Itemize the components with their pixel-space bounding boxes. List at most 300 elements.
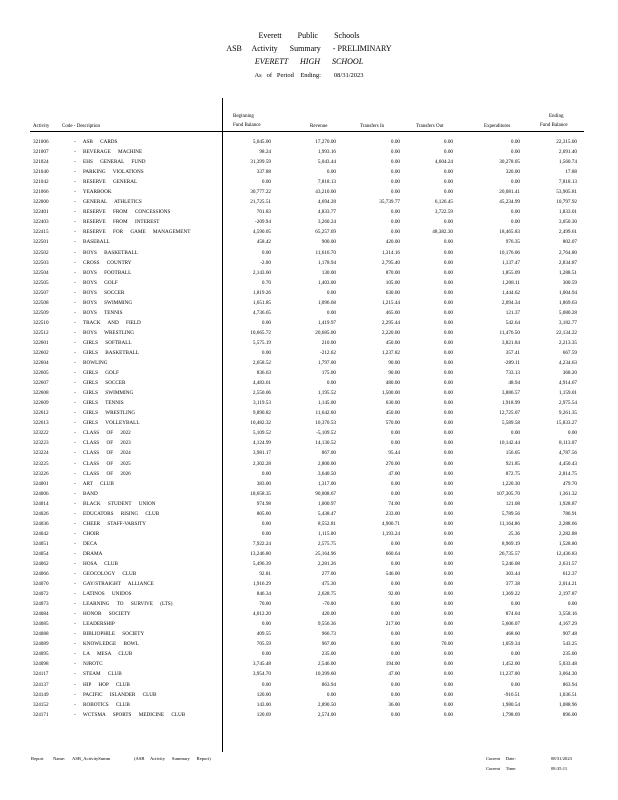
transfers-in: 420.00 <box>385 239 400 246</box>
revenue: 9,556.36 <box>317 621 336 628</box>
activity-description: - RESERVE FROM INTEREST <box>74 219 160 226</box>
revenue: 175.00 <box>321 370 336 377</box>
transfers-in: 194.00 <box>385 661 400 668</box>
transfers-out: 0.00 <box>443 139 453 145</box>
ending-balance: 5,080.28 <box>558 309 577 316</box>
beginning-balance: 7,922.24 <box>252 540 271 547</box>
expenditures: 377.38 <box>505 581 520 588</box>
transfers-out: 0.00 <box>443 319 453 326</box>
activity-description: - GIRLS GOLF <box>74 370 119 377</box>
activity-description: - HONOR SOCIETY <box>74 611 131 618</box>
ending-balance: 907.48 <box>562 631 577 638</box>
footer-time-value: 08:35:11 <box>551 766 568 771</box>
activity-code: 324026 <box>33 510 49 517</box>
activity-description: - HOSA CLUB <box>74 560 118 567</box>
revenue: 1,096.68 <box>317 299 336 306</box>
school-name: EVERETT HIGH SCHOOL <box>254 57 364 66</box>
transfers-in: 630.00 <box>385 289 400 296</box>
activity-description: - KNOWLEDGE BOWL <box>74 641 139 648</box>
expenditures: 1,220.30 <box>501 480 520 487</box>
transfers-in: 0.00 <box>390 540 400 547</box>
transfers-in: 4,900.71 <box>381 520 400 527</box>
ending-balance: 300.59 <box>562 279 577 286</box>
table-row <box>0 579 618 589</box>
report-title: ASB Activity Summary - PRELIMINARY <box>226 44 392 53</box>
ending-balance: 8,113.07 <box>559 440 577 447</box>
ending-balance: 0.00 <box>567 601 577 608</box>
activity-description: - BOYS FOOTBALL <box>74 269 132 276</box>
transfers-out: 0.00 <box>443 179 453 186</box>
revenue: 1,403.00 <box>317 279 336 286</box>
expenditures: 156.05 <box>505 450 520 457</box>
revenue: 17,270.00 <box>315 139 336 145</box>
activity-code: 322401 <box>33 209 49 216</box>
activity-description: - CLASS OF 2022 <box>74 430 131 437</box>
activity-code: 324088 <box>33 631 49 638</box>
activity-description: - NJROTC <box>74 661 103 668</box>
transfers-out: 0.00 <box>443 279 453 286</box>
beginning-balance: 337.88 <box>256 169 271 176</box>
ending-balance: 3,064.30 <box>558 671 577 678</box>
table-row <box>0 217 618 227</box>
expenditures: 976.35 <box>505 239 520 246</box>
transfers-out: 0.00 <box>443 601 453 608</box>
activity-code: 323225 <box>33 460 49 467</box>
beginning-balance: 0.00 <box>261 470 271 477</box>
activity-description: - LEADERSHIP <box>74 621 115 628</box>
transfers-in: 0.00 <box>390 711 400 718</box>
expenditures: 5,246.08 <box>501 560 520 567</box>
ending-balance: 22,134.22 <box>556 329 577 336</box>
ending-balance: 4,167.29 <box>558 621 577 628</box>
ending-balance: 2,631.57 <box>558 560 577 567</box>
table-row <box>0 690 618 700</box>
transfers-in: 0.00 <box>390 560 400 567</box>
activity-description: - PACIFIC ISLANDER CLUB <box>74 691 157 698</box>
table-row <box>0 237 618 247</box>
expenditures: 1,855.09 <box>501 269 520 276</box>
table-row <box>0 459 618 469</box>
beginning-balance: 0.00 <box>261 651 271 658</box>
transfers-in: 450.00 <box>385 410 400 417</box>
revenue: 1,195.52 <box>317 390 336 397</box>
table-row <box>0 408 618 418</box>
transfers-in: 480.00 <box>385 380 400 387</box>
expenditures: 542.64 <box>505 319 520 326</box>
transfers-out: 0.00 <box>443 390 453 397</box>
activity-code: 322508 <box>33 299 49 306</box>
activity-description: - CHEER STAFF-VARSITY <box>74 520 147 527</box>
activity-description: - BASEBALL <box>74 239 110 246</box>
ending-balance: 368.20 <box>562 370 577 377</box>
revenue: 20,685.00 <box>315 329 336 336</box>
activity-description: - YEARBOOK <box>74 189 112 196</box>
activity-description: - WCTSMA SPORTS MEDICINE CLUB <box>74 711 186 718</box>
transfers-in: 90.00 <box>388 370 400 377</box>
activity-code: 322501 <box>33 239 49 246</box>
ending-balance: 612.37 <box>562 571 577 578</box>
beginning-balance: 0.00 <box>261 520 271 527</box>
expenditures: 10,176.06 <box>499 249 520 256</box>
transfers-out: 0.00 <box>443 309 453 316</box>
expenditures: -289.11 <box>504 360 520 367</box>
activity-description: - LATINOS UNIDOS <box>74 591 132 598</box>
table-row <box>0 167 618 177</box>
beginning-balance: 409.55 <box>256 631 271 638</box>
transfers-in: 2,295.44 <box>381 319 400 326</box>
expenditures: 26,735.57 <box>499 550 520 557</box>
activity-code: 324001 <box>33 480 49 487</box>
revenue: 43,210.00 <box>315 189 336 196</box>
beginning-balance: 3,981.17 <box>252 450 271 457</box>
activity-description: - CLASS OF 2026 <box>74 470 131 477</box>
table-row <box>0 589 618 599</box>
transfers-out: 0.00 <box>443 621 453 628</box>
col-beginning-top: Beginning <box>233 114 254 119</box>
ending-balance: 0.00 <box>567 430 577 437</box>
beginning-balance: 974.98 <box>256 500 271 507</box>
activity-code: 323224 <box>33 450 49 457</box>
ending-balance: 4,787.56 <box>558 450 577 457</box>
activity-code: 322502 <box>33 249 49 256</box>
ending-balance: 479.70 <box>562 480 577 487</box>
table-row <box>0 569 618 579</box>
revenue: 10,370.53 <box>315 420 336 427</box>
footer-report-label: Report <box>31 756 44 761</box>
expenditures: 303.44 <box>505 571 520 578</box>
activity-code: 324089 <box>33 641 49 648</box>
expenditures: 0.00 <box>510 681 520 688</box>
beginning-balance: 143.00 <box>256 701 271 708</box>
activity-code: 321007 <box>33 149 49 156</box>
beginning-balance: 0.00 <box>261 179 271 186</box>
table-row <box>0 268 618 278</box>
transfers-out: 0.00 <box>443 510 453 517</box>
activity-description: - GIRLS BASKETBALL <box>74 349 140 356</box>
activity-description: - LEARNING TO SURVIVE (LTS) <box>74 601 173 608</box>
activity-description: - BOYS SWIMMING <box>74 299 133 306</box>
ending-balance: 2,814.75 <box>558 470 577 477</box>
expenditures: 8,969.19 <box>501 540 520 547</box>
ending-balance: 1,833.01 <box>558 209 577 216</box>
revenue: 2,890.50 <box>317 701 336 708</box>
activity-code: 322607 <box>33 380 49 387</box>
ending-balance: 1,036.51 <box>558 691 577 698</box>
transfers-out: 0.00 <box>443 550 453 557</box>
expenditures: 0.00 <box>510 149 520 156</box>
activity-description: - ROBOTICS CLUB <box>74 701 130 708</box>
ending-balance: 863.94 <box>562 681 577 688</box>
revenue: 90,008.67 <box>315 490 336 497</box>
table-row <box>0 438 618 448</box>
activity-code: 324062 <box>33 560 49 567</box>
transfers-in: 0.00 <box>390 691 400 698</box>
transfers-in: 0.00 <box>390 189 400 196</box>
revenue: 25,164.96 <box>315 550 336 557</box>
transfers-out: 0.00 <box>443 701 453 708</box>
activity-description: - GEOCOLOGY CLUB <box>74 571 137 578</box>
transfers-in: 2,795.40 <box>381 259 400 266</box>
expenditures: 874.04 <box>505 611 520 618</box>
table-row <box>0 137 618 147</box>
table-row <box>0 509 618 519</box>
table-row <box>0 680 618 690</box>
activity-code: 324006 <box>33 490 49 497</box>
activity-code: 324054 <box>33 550 49 557</box>
revenue: 420.00 <box>321 611 336 618</box>
activity-description: - CHOIR <box>74 530 100 537</box>
activity-code: 322608 <box>33 390 49 397</box>
table-row <box>0 318 618 328</box>
ending-balance: 22,315.00 <box>556 139 577 145</box>
revenue: 900.00 <box>321 239 336 246</box>
footer-date-label: Current Date: <box>486 756 516 761</box>
beginning-balance: 4,736.65 <box>252 309 271 316</box>
table-row <box>0 147 618 157</box>
activity-code: 324085 <box>33 621 49 628</box>
table-row <box>0 619 618 629</box>
transfers-out: 0.00 <box>443 591 453 598</box>
transfers-out: 0.00 <box>443 530 453 537</box>
activity-description: - GIRLS SWIMMING <box>74 390 134 397</box>
beginning-balance: 701.83 <box>256 209 271 216</box>
transfers-in: 217.00 <box>385 621 400 628</box>
expenditures: 121.37 <box>505 309 520 316</box>
transfers-out: 0.00 <box>443 440 453 447</box>
revenue: 967.00 <box>321 641 336 648</box>
activity-code: 323226 <box>33 470 49 477</box>
activity-description: - CLASS OF 2023 <box>74 440 131 447</box>
ending-balance: 2,091.40 <box>558 149 577 156</box>
table-row <box>0 308 618 318</box>
activity-code: 322510 <box>33 319 49 326</box>
transfers-in: 0.00 <box>390 651 400 658</box>
expenditures: 1,369.22 <box>501 591 520 598</box>
activity-description: - GENERAL ATHLETICS <box>74 199 142 206</box>
table-row <box>0 338 618 348</box>
transfers-in: 0.00 <box>390 490 400 497</box>
activity-description: - GIRLS WRESTLING <box>74 410 136 417</box>
beginning-balance: -2.00 <box>260 259 271 266</box>
footer-name-value: ASB_ActivitySumm <box>72 756 111 761</box>
table-row <box>0 258 618 268</box>
revenue: 14,130.52 <box>315 440 336 447</box>
transfers-out: 0.00 <box>443 360 453 367</box>
activity-description: - BOYS SOCCER <box>74 289 125 296</box>
transfers-out: 0.00 <box>443 661 453 668</box>
expenditures: 5,789.56 <box>501 510 520 517</box>
transfers-out: 0.00 <box>443 339 453 346</box>
activity-code: 322604 <box>33 360 49 367</box>
transfers-in: 0.00 <box>390 159 400 166</box>
revenue: 11,616.70 <box>315 249 336 256</box>
activity-description: - BIBLIOPHILE SOCIETY <box>74 631 145 638</box>
activity-description: - ASB CARDS <box>74 139 118 145</box>
revenue: 8,552.81 <box>317 520 336 527</box>
table-row <box>0 177 618 187</box>
ending-balance: 3,182.77 <box>558 319 577 326</box>
expenditures: 12,725.07 <box>499 410 520 417</box>
activity-description: - BOYS BASKETBALL <box>74 249 138 256</box>
expenditures: 11,237.00 <box>499 671 520 678</box>
transfers-out: 0.00 <box>443 681 453 688</box>
table-row <box>0 539 618 549</box>
activity-code: 322505 <box>33 279 49 286</box>
activity-description: - BOYS TENNIS <box>74 309 123 316</box>
activity-code: 324014 <box>33 500 49 507</box>
transfers-in: 0.00 <box>390 480 400 487</box>
beginning-balance: 846.34 <box>256 591 271 598</box>
expenditures: 733.13 <box>505 370 520 377</box>
ending-balance: 786.91 <box>562 510 577 517</box>
beginning-balance: 4,590.05 <box>252 229 271 236</box>
activity-code: 321066 <box>33 189 49 196</box>
table-row <box>0 388 618 398</box>
expenditures: 121.08 <box>505 500 520 507</box>
table-row <box>0 428 618 438</box>
transfers-out: 0.00 <box>443 189 453 196</box>
ending-balance: 1,869.63 <box>558 299 577 306</box>
revenue: 3,640.50 <box>317 470 336 477</box>
revenue: 2,800.00 <box>317 460 336 467</box>
table-row <box>0 609 618 619</box>
transfers-in: 450.00 <box>385 339 400 346</box>
transfers-out: 6,126.45 <box>434 199 453 206</box>
col-revenue: Revenue <box>310 124 328 129</box>
beginning-balance: 21,725.51 <box>250 199 271 206</box>
activity-code: 324171 <box>33 711 49 718</box>
activity-code: 324149 <box>33 691 49 698</box>
transfers-in: 0.00 <box>390 440 400 447</box>
activity-description: - GIRLS SOFTBALL <box>74 339 132 346</box>
beginning-balance: 30,777.22 <box>250 189 271 196</box>
beginning-balance: 10,665.72 <box>250 329 271 336</box>
transfers-out: 0.00 <box>443 490 453 497</box>
activity-description: - GIRLS TENNIS <box>74 400 124 407</box>
ending-balance: 7,818.13 <box>558 179 577 186</box>
revenue: 0.00 <box>326 289 336 296</box>
activity-code: 324137 <box>33 681 49 688</box>
beginning-balance: 3,954.70 <box>252 671 271 678</box>
transfers-in: 35,739.77 <box>379 199 400 206</box>
footer-report-paren: (ASB Activity Summary Report) <box>134 756 211 761</box>
beginning-balance: 2,550.06 <box>252 390 271 397</box>
transfers-in: 630.00 <box>385 400 400 407</box>
activity-code: 322612 <box>33 410 49 417</box>
beginning-balance: 2,302.28 <box>252 460 271 467</box>
table-row <box>0 669 618 679</box>
ending-balance: 10,797.92 <box>556 199 577 206</box>
ending-balance: 2,834.87 <box>558 259 577 266</box>
revenue: 11,642.60 <box>315 410 336 417</box>
expenditures: 0.00 <box>510 179 520 186</box>
revenue: 0.00 <box>326 169 336 176</box>
ending-balance: 2,499.61 <box>558 229 577 236</box>
table-row <box>0 248 618 258</box>
ending-balance: 3,558.16 <box>558 611 577 618</box>
transfers-in: 0.00 <box>390 209 400 216</box>
ending-balance: 17.88 <box>565 169 577 176</box>
transfers-in: 0.00 <box>390 179 400 186</box>
ending-balance: 2,975.54 <box>558 400 577 407</box>
col-ending-top: Ending <box>549 114 564 119</box>
beginning-balance: 5,496.39 <box>252 560 271 567</box>
activity-description: - BOYS GOLF <box>74 279 118 286</box>
ending-balance: 802.07 <box>562 239 577 246</box>
revenue: 0.00 <box>326 691 336 698</box>
revenue: 475.30 <box>321 581 336 588</box>
activity-description: - CLASS OF 2025 <box>74 460 131 467</box>
ending-balance: 4,450.43 <box>558 460 577 467</box>
activity-description: - STEAM CLUB <box>74 671 122 678</box>
revenue: 863.94 <box>321 681 336 688</box>
beginning-balance: 18,658.35 <box>250 490 271 497</box>
table-row <box>0 288 618 298</box>
transfers-in: 0.00 <box>390 139 400 145</box>
activity-description: - EDUCATORS RISING CLUB <box>74 510 160 517</box>
beginning-balance: 0.00 <box>261 621 271 628</box>
expenditures: 0.00 <box>510 651 520 658</box>
activity-code: 322504 <box>33 269 49 276</box>
expenditures: 921.85 <box>505 460 520 467</box>
activity-description: - GIRLS VOLLEYBALL <box>74 420 140 427</box>
expenditures: 468.60 <box>505 631 520 638</box>
transfers-in: 870.00 <box>385 269 400 276</box>
expenditures: 5,606.07 <box>501 621 520 628</box>
beginning-balance: 5,045.00 <box>252 139 271 145</box>
activity-code: 321040 <box>33 169 49 176</box>
table-row <box>0 157 618 167</box>
table-row <box>0 227 618 237</box>
ending-balance: 1,088.96 <box>558 701 577 708</box>
activity-code: 321006 <box>33 139 49 145</box>
beginning-balance: 13,246.80 <box>250 550 271 557</box>
transfers-in: 0.00 <box>390 611 400 618</box>
activity-description: - BEVERAGE MACHINE <box>74 149 143 156</box>
transfers-out: 0.00 <box>443 651 453 658</box>
table-row <box>0 368 618 378</box>
transfers-in: 74.00 <box>388 500 400 507</box>
transfers-in: 92.00 <box>388 591 400 598</box>
transfers-in: 660.64 <box>385 550 400 557</box>
activity-code: 321024 <box>33 159 49 166</box>
activity-description: - GAY/STRAIGHT ALLIANCE <box>74 581 154 588</box>
table-row <box>0 710 618 720</box>
revenue: 1,115.00 <box>318 530 336 537</box>
beginning-balance: 0.00 <box>261 349 271 356</box>
transfers-out: 0.00 <box>443 500 453 507</box>
revenue: 210.00 <box>321 339 336 346</box>
ending-balance: 1,560.74 <box>558 159 577 166</box>
beginning-balance: 383.00 <box>256 480 271 487</box>
table-row <box>0 207 618 217</box>
transfers-out: 0.00 <box>443 149 453 156</box>
activity-description: - EHS GENERAL FUND <box>74 159 146 166</box>
col-beginning-bottom: Fund Balance <box>233 123 261 128</box>
ending-balance: 5,033.48 <box>558 661 577 668</box>
beginning-balance: 98.24 <box>259 149 271 156</box>
activity-code: 324072 <box>33 591 49 598</box>
footer-name-label: Name: <box>53 756 66 761</box>
transfers-in: 0.00 <box>390 149 400 156</box>
activity-table <box>0 137 618 720</box>
expenditures: 45,234.99 <box>499 199 520 206</box>
table-row <box>0 448 618 458</box>
transfers-in: 47.00 <box>388 470 400 477</box>
expenditures: 1,137.47 <box>501 259 520 266</box>
transfers-in: 95.44 <box>388 450 400 457</box>
revenue: 2,628.75 <box>317 591 336 598</box>
